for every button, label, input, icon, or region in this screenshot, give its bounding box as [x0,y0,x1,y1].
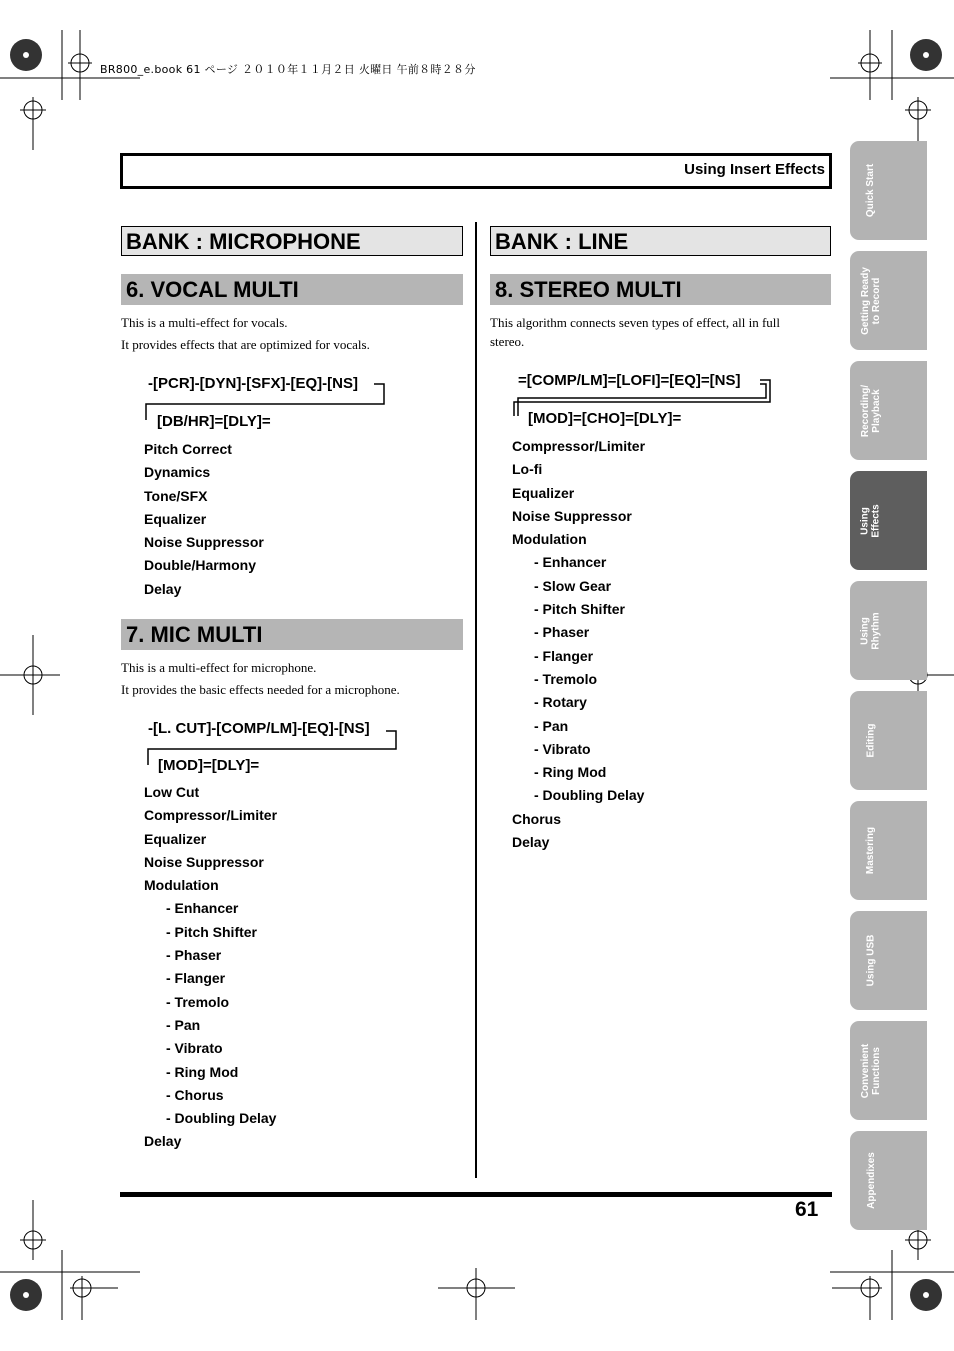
print-header: BR800_e.book 61 ページ ２０１０年１１月２日 火曜日 午前８時２８分 [100,63,476,76]
list-item: - Pitch Shifter [166,923,258,940]
list-item: - Pan [166,1016,201,1033]
list-item: Tone/SFX [144,487,208,504]
list-item: - Chorus [166,1086,224,1103]
vocal-chain-line-1: -[PCR]-[DYN]-[SFX]-[EQ]-[NS] [148,375,358,392]
tab-label: Recording/ Playback [860,384,883,437]
stereo-multi-description: This algorithm connects seven types of effect, all in full stereo. [490,315,781,349]
list-item: - Phaser [166,947,222,964]
list-item: Modulation [144,877,219,894]
mic-chain-line-1: -[L. CUT]-[COMP/LM]-[EQ]-[NS] [148,720,370,737]
footer-rule [120,1192,832,1197]
tab-label: Editing [865,723,877,758]
tab-convenient-functions[interactable] [850,1021,927,1120]
stereo-multi-heading: 8. STEREO MULTI [490,274,831,305]
list-item: - Vibrato [166,1040,223,1057]
list-item: Noise Suppressor [144,853,264,870]
list-item: Equalizer [512,484,575,501]
vocal-multi-description: This is a multi-effect for vocals. It provides effects that are optimized for vocals. [121,315,370,352]
list-item: Dynamics [144,464,211,481]
running-header-title: Using Insert Effects [684,161,825,178]
column-divider [475,222,477,1178]
tab-label: Using Rhythm [859,611,882,650]
tab-label: Quick Start [865,163,877,218]
list-item: - Doubling Delay [166,1110,277,1127]
list-item: - Rotary [534,694,587,711]
tab-using-usb[interactable] [850,911,927,1010]
list-item: - Tremolo [166,993,230,1010]
list-item: - Ring Mod [166,1063,239,1080]
list-item: Equalizer [144,510,207,527]
tab-using-effects[interactable] [850,471,927,570]
vocal-chain-line-2: [DB/HR]=[DLY]= [157,413,271,430]
page-number: 61 [795,1198,819,1221]
tab-getting-ready[interactable] [850,251,927,350]
list-item: Lo-fi [512,461,543,478]
list-item: - Phaser [534,624,590,641]
vocal-multi-heading: 6. VOCAL MULTI [121,274,463,305]
mic-chain-line-2: [MOD]=[DLY]= [158,757,260,774]
mic-multi-heading: 7. MIC MULTI [121,619,463,650]
list-item: - Vibrato [534,740,591,757]
list-item: - Pitch Shifter [534,601,626,618]
list-item: Equalizer [144,830,207,847]
list-item: - Pan [534,717,569,734]
list-item: Double/Harmony [144,557,257,574]
list-item: Compressor/Limiter [512,438,646,454]
list-item: - Flanger [534,647,594,664]
list-item: Chorus [512,810,561,827]
list-item: - Ring Mod [534,764,607,781]
list-item: - Slow Gear [534,577,612,594]
running-header [120,153,832,189]
mic-multi-effect-list [144,783,277,1156]
list-item: - Flanger [166,970,226,987]
tab-editing[interactable] [850,691,927,790]
tab-using-rhythm[interactable] [850,581,927,680]
bank-line-heading: BANK : LINE [490,226,831,256]
tab-mastering[interactable] [850,801,927,900]
list-item: Modulation [512,531,587,548]
list-item: Compressor/Limiter [144,807,278,824]
list-item: Low Cut [144,784,200,800]
tab-label: Appendixes [865,1152,877,1209]
stereo-multi-effect-list [512,437,645,856]
list-item: - Tremolo [534,670,598,687]
list-item: Delay [144,1133,182,1150]
mic-multi-description: This is a multi-effect for microphone. It provides the basic effects needed for a microphone. [121,660,400,697]
tab-label: Mastering [865,826,877,875]
list-item: - Enhancer [166,900,239,917]
list-item: Delay [512,834,550,851]
tab-label: Using Effects [859,503,882,538]
tab-label: Getting Ready to Record [860,266,883,335]
stereo-chain-line-1: =[COMP/LM]=[LOFI]=[EQ]=[NS] [518,372,741,389]
bank-microphone-heading: BANK : MICROPHONE [121,226,463,256]
list-item: Delay [144,580,182,597]
list-item: Noise Suppressor [512,507,632,524]
tab-appendixes[interactable] [850,1131,927,1230]
list-item: Pitch Correct [144,441,232,457]
vocal-multi-effect-list [144,440,264,603]
tab-label: Convenient Functions [860,1043,883,1098]
list-item: - Doubling Delay [534,787,645,804]
list-item: - Enhancer [534,554,607,571]
tab-recording-playback[interactable] [850,361,927,460]
tab-label: Using USB [865,934,877,987]
tab-quick-start[interactable] [850,141,927,240]
stereo-chain-line-2: [MOD]=[CHO]=[DLY]= [528,410,682,427]
list-item: Noise Suppressor [144,534,264,551]
